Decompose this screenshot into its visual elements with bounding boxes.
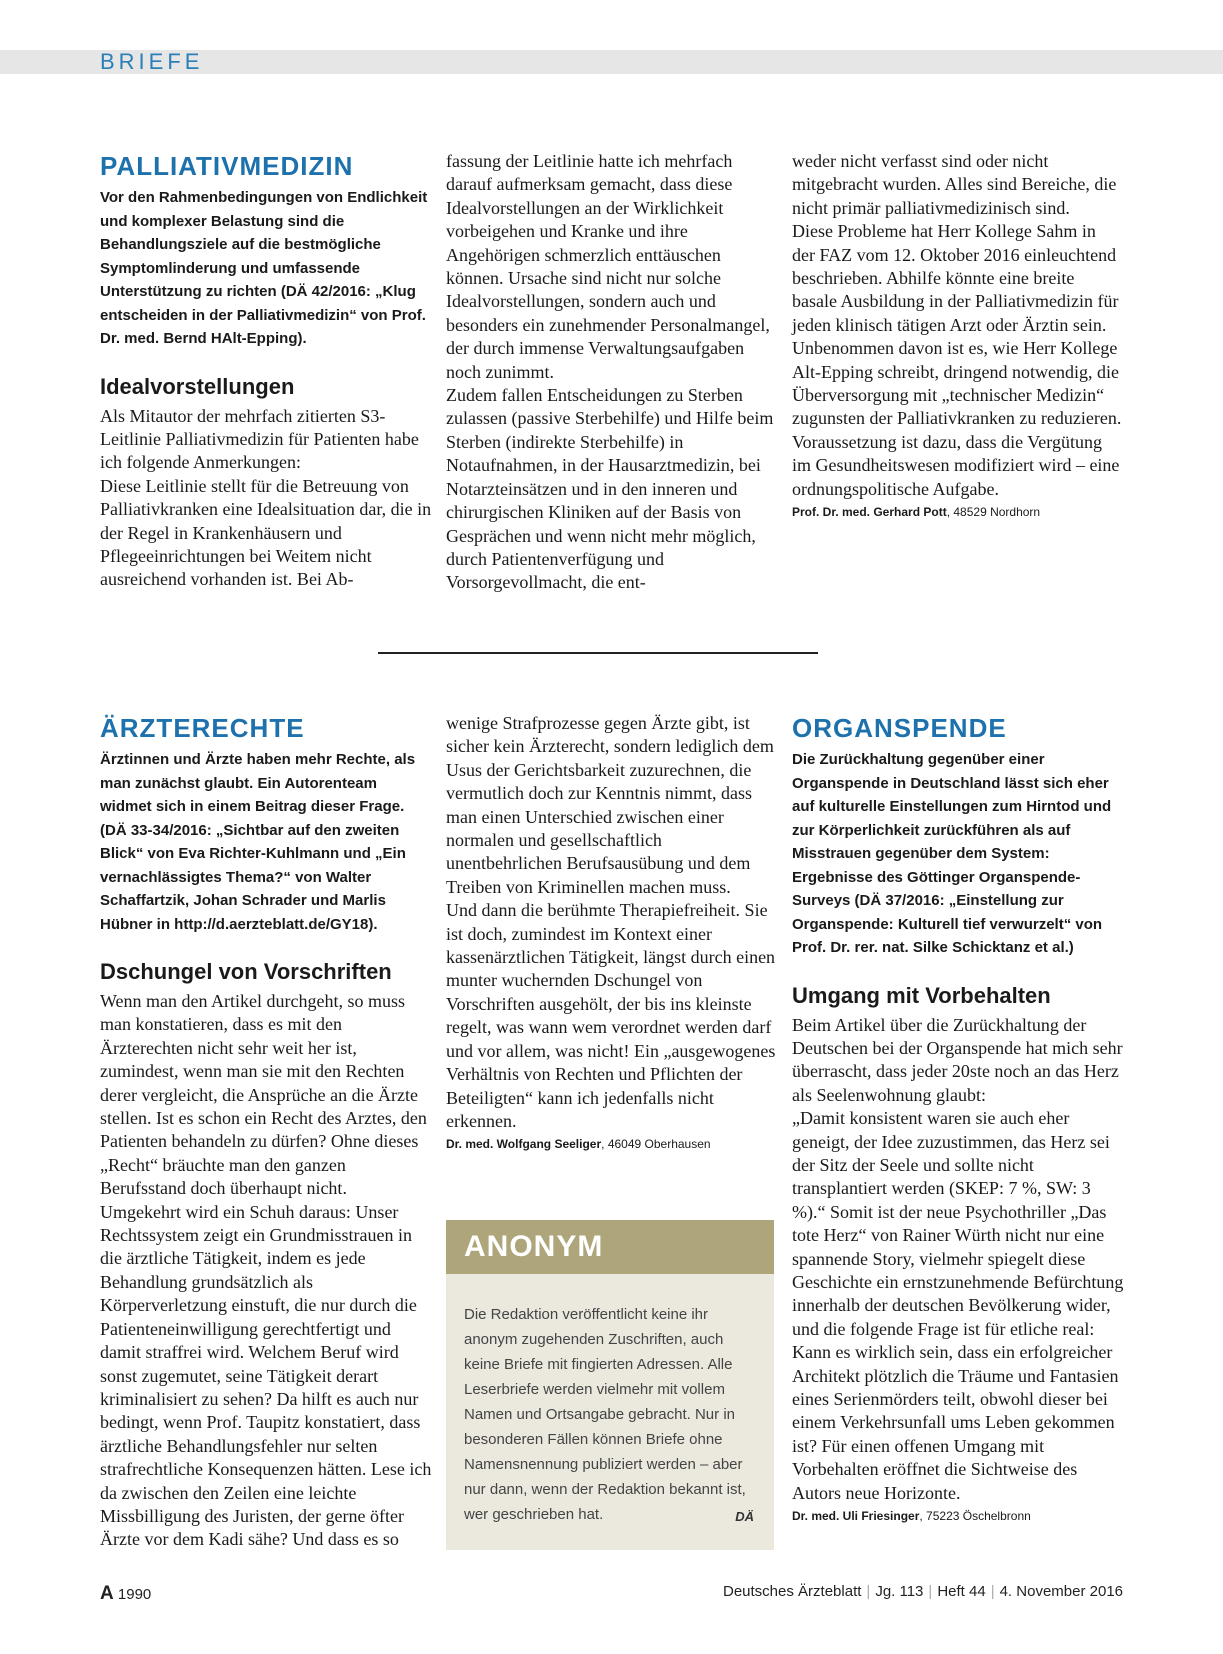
divider-rule	[378, 652, 818, 654]
page-number-value: 1990	[117, 1586, 152, 1603]
article3-place: , 75223 Öschelbronn	[919, 1509, 1031, 1524]
journal-volume: Jg. 113	[875, 1583, 924, 1600]
article3-col3	[792, 712, 1124, 1523]
article1-col3	[792, 150, 1122, 519]
journal-info: Deutsches Ärzteblatt | Jg. 113 | Heft 44 | 4. November 2016	[723, 1583, 1123, 1600]
article2-intro: Ärztinnen und Ärzte haben mehr Rechte, als man zunächst glaubt. Ein Autorenteam widmet sich in einem Beitrag dieser Frage. (DÄ 33-34/2016: „Sichtbar auf den zweiten Blick“ von Eva Richter-Kuhlmann und „Ein vernachlässigtes Thema?“ von Walter Schaffartzik, Johan Schrader und Marlis Hübner in http://d.aerzteblatt.de/GY18).	[100, 751, 416, 933]
article3-signature	[792, 1509, 1124, 1523]
article1-subhead: Idealvorstellungen	[100, 373, 295, 399]
article2-subhead: Dschungel von Vorschriften	[100, 959, 392, 984]
section-label: BRIEFE	[100, 49, 204, 74]
journal-issue: Heft 44	[937, 1583, 986, 1600]
anonym-box-tag: DÄ	[735, 1509, 754, 1524]
article1-author: Prof. Dr. med. Gerhard Pott	[792, 505, 947, 520]
article2-signature	[446, 1137, 776, 1151]
article2-author: Dr. med. Wolfgang Seeliger	[446, 1137, 602, 1152]
article1-intro: Vor den Rahmenbedingungen von Endlichkeit und komplexer Belastung sind die Behandlungsziele auf die bestmögliche Symptomlinderung und umfassende Unterstützung zu richten (DÄ 42/2016: „Klug entscheiden in der Palliativmedizin“ von Prof. Dr. med. Bernd HAlt-Epping).	[100, 189, 428, 347]
article2-body-col1: Wenn man den Artikel durchgeht, so muss man konstatieren, dass es mit den Ärzterechten nicht sehr weit her ist, zumindest, wenn man sie mit den Rechten derer vergleicht, die Ansprüche an die Ärzte stellen. Ist es schon ein Recht des Arztes, den Patienten behandeln zu dürfen? Ohne dieses „Recht“ bräuchte man den ganzen Berufsstand doch überhaupt nicht. Umgekehrt wird ein Schuh daraus: Unser Rechtssystem zeigt ein Grundmisstrauen in die ärztliche Tätigkeit, indem es jede Behandlung grundsätzlich als Körperverletzung einstuft, die nur durch die Patienteneinwilligung gerechtfertigt und damit straffrei wird. Welchem Beruf wird sonst zugemutet, seine Tätigkeit derart kriminalisiert zu sehen? Da hilft es auch nur bedingt, wenn Prof. Taupitz konstatiert, dass ärztliche Behandlungsfehler nur selten strafrechtliche Konsequenzen hätten. Lese ich da zwischen den Zeilen eine leichte Missbilligung des Juristen, der gerne öfter Ärzte vor dem Kadi sähe? Und dass es so	[100, 991, 432, 1550]
article2-body-col2: wenige Strafprozesse gegen Ärzte gibt, ist sicher kein Ärzterecht, sondern lediglich dem Usus der Gerichtsbarkeit zuzurechnen, die vermutlich doch zur Kenntnis nimmt, dass man einen Unterschied zwischen einer normalen und gesellschaftlich unentbehrlichen Berufsausübung und dem Treiben von Kriminellen machen muss. Und dann die berühmte Therapiefreiheit. Sie ist doch, zumindest im Kontext einer kassenärztlichen Tätigkeit, längst durch einen munter wuchernden Dschungel von Vorschriften ausgehölt, der bis ins kleinste regelt, was wann wem verordnet werden darf und vor allem, was nicht! Ein „ausgewogenes Verhältnis von Rechten und Pflichten der Beteiligten“ kann ich jedenfalls nicht erkennen.	[446, 713, 776, 1131]
article3-body-col3: Beim Artikel über die Zurückhaltung der Deutschen bei der Organspende hat mich sehr überrascht, dass jeder 20ste noch an das Herz als Seelenwohnung glaubt: „Damit konsistent waren sie auch eher geneigt, der Idee zuzustimmen, das Herz sei der Sitz der Seele und sollte nicht transplantiert werden (SKEP: 7 %, SW: 3 %).“ Somit ist der neue Psychothriller „Das tote Herz“ von Rainer Würth nicht nur eine spannende Story, vielmehr spiegelt diese Geschichte ein ernstzunehmende Befürchtung innerhalb der deutschen Bevölkerung wider, und die folgende Frage ist für etliche real: Kann es wirklich sein, dass ein erfolgreicher Architekt plötzlich die Träume und Fantasien eines Serienmörders teilt, obwohl dieser bei einem Verkehrsunfall ums Leben gekommen ist? Für einen offenen Umgang mit Vorbehalten eröffnet die Sichtweise des Autors neue Horizonte.	[792, 1014, 1124, 1503]
page-letter: A	[100, 1583, 114, 1604]
article1-col2	[446, 150, 776, 595]
article2-topic: ÄRZTERECHTE	[100, 713, 305, 743]
article1-place: , 48529 Nordhorn	[946, 505, 1041, 520]
anonym-info-box	[446, 1220, 774, 1550]
journal-name: Deutsches Ärzteblatt	[723, 1583, 862, 1600]
article2-col2	[446, 712, 776, 1151]
article1-topic: PALLIATIVMEDIZIN	[100, 151, 354, 181]
anonym-box-title: ANONYM	[446, 1220, 774, 1274]
article1-body-col2: fassung der Leitlinie hatte ich mehrfach darauf aufmerksam gemacht, dass diese Idealvorstellungen an der Wirklichkeit vorbeigehen und Kranke und ihre Angehörigen schmerzlich enttäuschen können. Ursache sind nicht nur solche Idealvorstellungen, sondern auch und besonders ein zunehmender Personalmangel, der durch immense Verwaltungsaufgaben noch zunimmt. Zudem fallen Entscheidungen zu Sterben zulassen (passive Sterbehilfe) und Hilfe beim Sterben (indirekte Sterbehilfe) in Notaufnahmen, in der Hausarztmedizin, bei Notarzteinsätzen und in den inneren und chirurgischen Kliniken auf der Basis von Gesprächen und wenn nicht mehr möglich, durch Patientenverfügung und Vorsorgevollmacht, die ent-	[446, 151, 774, 593]
article3-topic: ORGANSPENDE	[792, 713, 1007, 743]
page-number	[100, 1583, 151, 1605]
article1-signature	[792, 505, 1122, 519]
journal-date: 4. November 2016	[999, 1583, 1123, 1600]
anonym-box-text: Die Redaktion veröffentlicht keine ihr anonym zugehenden Zuschriften, auch keine Briefe mit fingierten Adressen. Alle Leserbriefe werden vielmehr mit vollem Namen und Ortsangabe gebracht. Nur in besonderen Fällen können Briefe ohne Namensnennung publiziert werden – aber nur dann, wenn der Redaktion bekannt ist, wer geschrieben hat.	[464, 1306, 746, 1523]
article1-body-col3: weder nicht verfasst sind oder nicht mitgebracht wurden. Alles sind Bereiche, die nicht primär palliativmedizinisch sind. Diese Probleme hat Herr Kollege Sahm in der FAZ vom 12. Oktober 2016 einleuchtend beschrieben. Abhilfe könnte eine breite basale Ausbildung in der Palliativmedizin für jeden klinisch tätigen Arzt oder Ärztin sein. Unbenommen davon ist es, wie Herr Kollege Alt-Epping schreibt, dringend notwendig, die Überversorgung mit „technischer Medizin“ zugunsten der Palliativkranken zu reduzieren. Voraussetzung ist dazu, dass die Vergütung im Gesundheitswesen modifiziert wird – eine ordnungspolitische Aufgabe.	[792, 151, 1122, 499]
article2-place: , 46049 Oberhausen	[601, 1137, 711, 1152]
article2-col1	[100, 712, 432, 1552]
article3-author: Dr. med. Uli Friesinger	[792, 1509, 920, 1524]
article1-body-col1: Als Mitautor der mehrfach zitierten S3-Leitlinie Palliativmedizin für Patienten habe ich folgende Anmerkungen: Diese Leitlinie stellt für die Betreuung von Palliativkranken eine Idealsituation dar, die in der Regel in Krankenhäusern und Pflegeeinrichtungen bei Weitem nicht ausreichend vorhanden ist. Bei Ab-	[100, 405, 432, 590]
article3-subhead: Umgang mit Vorbehalten	[792, 982, 1051, 1008]
article1-col1	[100, 150, 432, 592]
article3-intro: Die Zurückhaltung gegenüber einer Organspende in Deutschland lässt sich eher auf kulturelle Einstellungen zum Hirntod und zur Körperlichkeit zurückführen als auf Misstrauen gegenüber dem System: Ergebnisse des Göttinger Organspende-Surveys (DÄ 37/2016: „Einstellung zur Organspende: Kulturell tief verwurzelt“ von Prof. Dr. rer. nat. Silke Schicktanz et al.)	[792, 751, 1112, 956]
